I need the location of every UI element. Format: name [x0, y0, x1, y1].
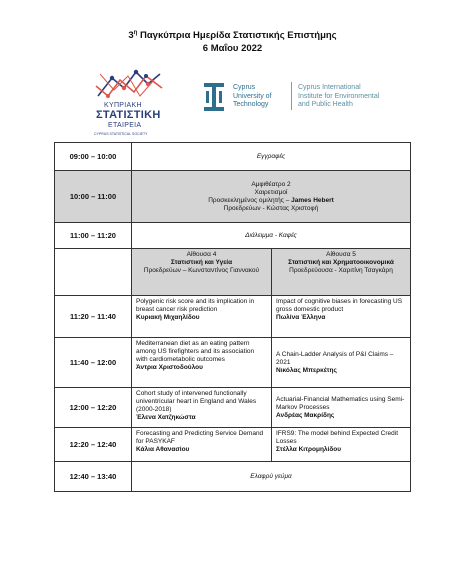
empty-cell — [55, 249, 132, 296]
time-cell: 11:00 – 11:20 — [55, 223, 132, 249]
talk-cell — [272, 428, 411, 462]
institute-name — [298, 84, 379, 110]
room-topic: Στατιστική και Χρηματοοικονομικά — [288, 259, 394, 266]
talk-author: Ανδρέας Μακρίδης — [276, 411, 335, 419]
talk-author: Έλενα Χατζηκώστα — [136, 414, 196, 421]
keynote-prefix: Προσκεκλημένος ομιλητής – — [208, 196, 292, 204]
talk-title: Forecasting and Predicting Service Demand for PASYKAF — [136, 430, 264, 445]
room-4-header — [132, 249, 272, 296]
time-cell: 10:00 – 11:00 — [55, 171, 132, 223]
room-chair: Προεδρεύων – Κωνσταντίνος Γιαννακού — [143, 267, 260, 274]
talk-cell — [272, 296, 411, 338]
kse-name-line-1: ΚΥΠΡΙΑΚΗ — [104, 102, 142, 109]
cut-name-line-1: Cyprus — [233, 84, 256, 91]
rooms-header-row — [55, 249, 411, 296]
talk-author: Κυριακή Μιχαηλίδου — [136, 314, 200, 321]
logo-divider — [291, 82, 292, 110]
cut-emblem-icon — [203, 82, 225, 112]
room-name: Αίθουσα 5 — [326, 251, 356, 258]
talk-row — [55, 388, 411, 428]
opening-venue: Αμφιθέατρο 2 — [251, 180, 291, 188]
opening-greetings: Χαιρετισμοί — [254, 188, 288, 196]
time-cell: 11:20 – 11:40 — [55, 296, 132, 338]
talk-cell — [272, 338, 411, 388]
talk-author: Άντρια Χριστοδούλου — [136, 364, 203, 371]
institute-line-3: and Public Health — [298, 101, 353, 108]
opening-row — [55, 171, 411, 223]
cut-name-line-3: Technology — [233, 101, 269, 108]
title-superscript: η — [133, 30, 138, 36]
talk-title: Actuarial-Financial Mathematics using Semi-Markov Processes — [276, 395, 405, 411]
kse-name-english: CYPRUS STATISTICAL SOCIETY — [94, 132, 148, 136]
title-text: Παγκύπρια Ημερίδα Στατιστικής Επιστήμης — [137, 30, 337, 42]
schedule-table — [54, 142, 411, 492]
room-chair: Προεδρεύουσα - Χαριτίνη Τσαγκάρη — [289, 267, 393, 274]
opening-chair: Προεδρεύων - Κώστας Χριστοφή — [223, 204, 319, 212]
talk-cell — [132, 296, 272, 338]
talk-author: Πωλίνα Έλληνα — [276, 314, 326, 321]
talk-title: Mediterranean diet as an eating pattern among US firefighters and its association with cardiometabolic outcomes — [136, 340, 255, 363]
time-cell: 09:00 – 10:00 — [55, 143, 132, 171]
break-cell: Διάλειμμα - Καφές — [132, 223, 411, 249]
registration-row — [55, 143, 411, 171]
time-cell: 12:20 – 12:40 — [55, 428, 132, 462]
title-number: 3 — [128, 30, 134, 42]
institute-line-1: Cyprus International — [298, 84, 361, 91]
talk-row — [55, 296, 411, 338]
institute-line-2: Institute for Environmental — [298, 92, 380, 100]
talk-title: IFRS9: The model behind Expected Credit Losses — [276, 430, 399, 445]
lunch-cell: Ελαφρύ γεύμα — [132, 462, 411, 492]
talk-row — [55, 428, 411, 462]
keynote-speaker: James Hebert — [291, 196, 334, 204]
cut-name — [233, 84, 272, 110]
title-date: 6 Μαΐου 2022 — [202, 43, 263, 55]
cyprus-statistical-society-logo — [90, 66, 168, 138]
lunch-row — [55, 462, 411, 492]
talk-title: Cohort study of intervened functionally univentricular heart in England and Wales (2000-2018) — [136, 390, 257, 413]
talk-cell — [132, 388, 272, 428]
room-name: Αίθουσα 4 — [186, 251, 217, 258]
talk-title: Polygenic risk score and its implication in breast cancer risk prediction — [136, 298, 255, 313]
time-cell: 12:00 – 12:20 — [55, 388, 132, 428]
talk-row — [55, 338, 411, 388]
talk-author: Στέλλα Κιτρομηλίδου — [276, 446, 342, 453]
cut-name-line-2: University of — [233, 92, 272, 100]
talk-cell — [132, 338, 272, 388]
room-topic: Στατιστική και Υγεία — [170, 259, 233, 266]
talk-author: Νικόλας Μπερκέτης — [276, 366, 337, 374]
kse-name-line-3: ΕΤΑΙΡΕΙΑ — [108, 122, 142, 129]
kse-name-line-2: ΣΤΑΤΙΣΤΙΚΗ — [96, 109, 161, 121]
statistics-chart-icon — [90, 66, 168, 106]
registration-cell: Εγγραφές — [132, 143, 411, 171]
keynote-line — [132, 197, 410, 205]
talk-title: Impact of cognitive biases in forecasting US gross domestic product — [276, 298, 403, 313]
talk-author: Κάλια Αθανασίου — [136, 446, 190, 453]
title-line-1 — [0, 27, 465, 42]
opening-session-cell — [132, 171, 411, 223]
talk-cell — [132, 428, 272, 462]
time-cell: 12:40 – 13:40 — [55, 462, 132, 492]
talk-title: A Chain-Ladder Analysis of P&I Claims – 2021 — [276, 350, 394, 366]
time-cell: 11:40 – 12:00 — [55, 338, 132, 388]
talk-cell — [272, 388, 411, 428]
room-5-header — [272, 249, 411, 296]
break-row — [55, 223, 411, 249]
cyprus-university-of-technology-logo — [203, 82, 433, 122]
page-title — [0, 27, 465, 55]
